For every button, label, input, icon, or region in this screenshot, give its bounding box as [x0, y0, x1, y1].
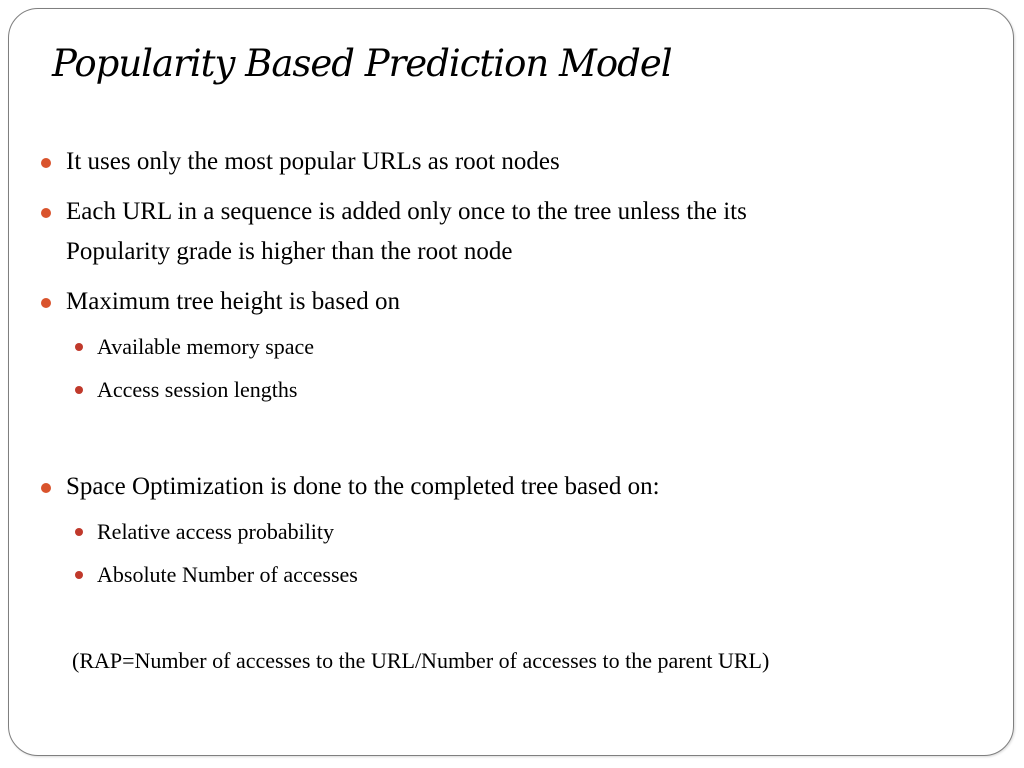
sub-bullet-dot [75, 571, 83, 579]
sub-bullet-text: Access session lengths [97, 377, 298, 402]
bullet-text: It uses only the most popular URLs as root nodes [66, 148, 560, 175]
sub-bullet-dot [75, 343, 83, 351]
rap-definition-note: (RAP=Number of accesses to the URL/Number of accesses to the parent URL) [72, 648, 770, 673]
bullet-dot [41, 208, 51, 218]
bullet-item-4 [66, 467, 660, 507]
bullet-text-line-2: Popularity grade is higher than the root node [66, 238, 513, 265]
sub-bullet-item [97, 333, 314, 361]
bullet-dot [41, 483, 51, 493]
sub-bullet-dot [75, 528, 83, 536]
bullet-text-line-1: Each URL in a sequence is added only once to the tree unless the its [66, 198, 747, 225]
sub-bullet-text: Absolute Number of accesses [97, 562, 358, 587]
sub-bullet-item [97, 518, 334, 546]
bullet-dot [41, 298, 51, 308]
bullet-text: Space Optimization is done to the completed tree based on: [66, 473, 660, 500]
sub-bullet-item [97, 561, 358, 589]
sub-bullet-text: Available memory space [97, 334, 315, 359]
sub-bullet-item [97, 376, 297, 404]
bullet-item-1 [66, 142, 560, 182]
bullet-item-2 [66, 192, 747, 232]
bullet-item-2-continuation [66, 232, 512, 272]
sub-bullet-dot [75, 386, 83, 394]
sub-bullet-text: Relative access probability [97, 519, 335, 544]
slide-title: Popularity Based Prediction Model [52, 42, 672, 85]
bullet-dot [41, 158, 51, 168]
bullet-item-3 [66, 282, 400, 322]
bullet-text: Maximum tree height is based on [66, 288, 400, 315]
